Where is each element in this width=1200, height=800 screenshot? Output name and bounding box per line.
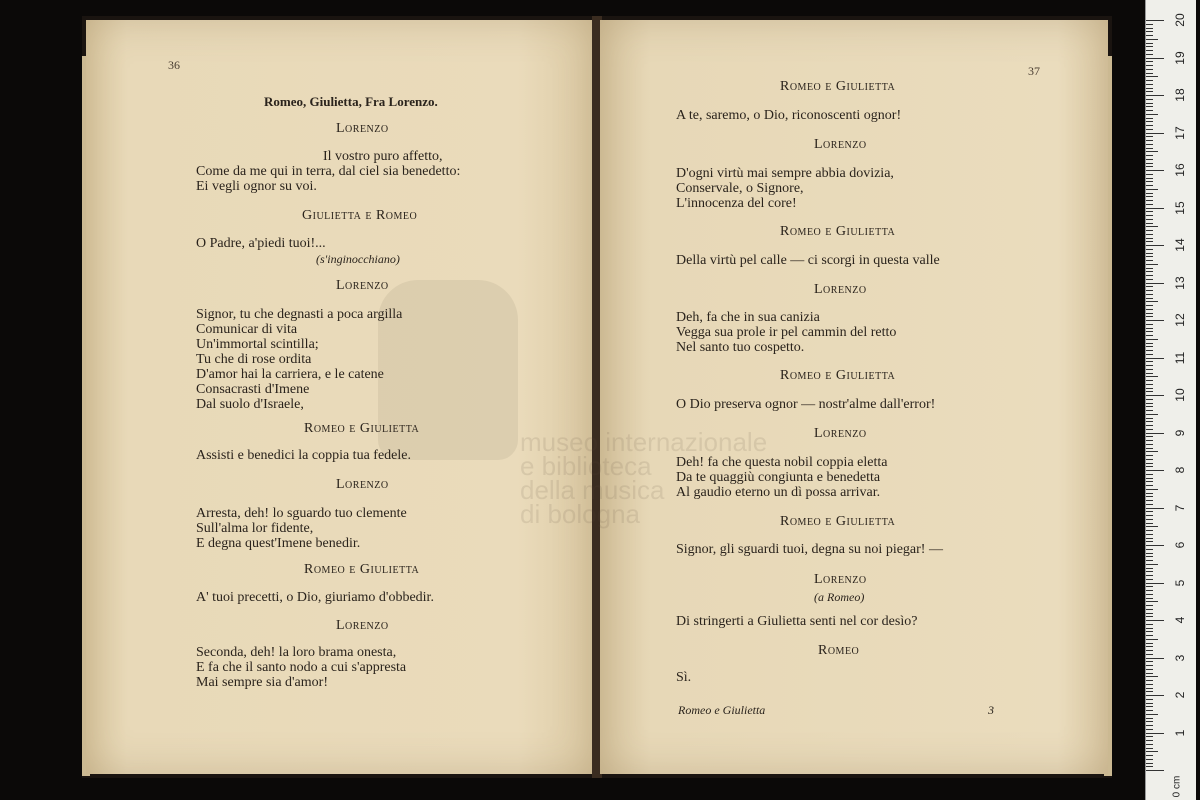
ruler-tick <box>1146 601 1158 602</box>
ruler-tick <box>1146 46 1153 47</box>
speaker: Lorenzo <box>814 572 867 587</box>
ruler-tick <box>1146 744 1153 745</box>
ruler-tick <box>1146 298 1153 299</box>
verse-line: Da te quaggiù congiunta e benedetta <box>676 470 881 485</box>
ruler-tick <box>1146 605 1153 606</box>
ruler-tick <box>1146 253 1153 254</box>
ruler-tick <box>1146 583 1164 584</box>
ruler-tick <box>1146 290 1153 291</box>
ruler-number: 2 <box>1173 691 1187 699</box>
ruler-tick <box>1146 654 1153 655</box>
ruler-tick <box>1146 395 1164 396</box>
ruler-tick <box>1146 151 1158 152</box>
speaker: Lorenzo <box>814 426 867 441</box>
ruler-tick <box>1146 703 1153 704</box>
ruler-tick <box>1146 125 1153 126</box>
ruler-tick <box>1146 106 1153 107</box>
ruler-tick <box>1146 729 1153 730</box>
ruler-tick <box>1146 373 1153 374</box>
verse-line: Sì. <box>676 670 692 685</box>
ruler-tick <box>1146 478 1153 479</box>
ruler-number: 10 <box>1173 388 1187 402</box>
ruler-tick <box>1146 241 1153 242</box>
ruler-tick <box>1146 196 1153 197</box>
ruler-tick <box>1146 579 1153 580</box>
ruler-tick <box>1146 76 1158 77</box>
ruler-number: 18 <box>1173 88 1187 102</box>
ruler-tick <box>1146 61 1153 62</box>
ruler-tick <box>1146 448 1153 449</box>
ruler-number: 1 <box>1173 729 1187 736</box>
museum-watermark-text: museo internazionale e biblioteca della musica di bologna <box>520 427 768 529</box>
verse-line: Comunicar di vita <box>196 322 298 337</box>
speaker: Lorenzo <box>336 477 389 492</box>
verse-line: Vegga sua prole ir pel cammin del retto <box>676 325 897 340</box>
verse-line: Deh, fa che in sua canizia <box>676 310 820 325</box>
ruler-tick <box>1146 324 1153 325</box>
ruler-tick <box>1146 309 1153 310</box>
verse-line: Dal suolo d'Israele, <box>196 397 304 412</box>
ruler-tick <box>1146 639 1158 640</box>
ruler-tick <box>1146 721 1153 722</box>
ruler-tick <box>1146 365 1153 366</box>
ruler-tick <box>1146 714 1158 715</box>
ruler-tick <box>1146 234 1153 235</box>
verse-line: Consacrasti d'Imene <box>196 382 310 397</box>
ruler-tick <box>1146 699 1153 700</box>
ruler-tick <box>1146 523 1153 524</box>
ruler-tick <box>1146 736 1153 737</box>
verse-line: Ei vegli ognor su voi. <box>196 179 317 194</box>
ruler-tick <box>1146 650 1153 651</box>
ruler-tick <box>1146 463 1153 464</box>
ruler-tick <box>1146 28 1153 29</box>
ruler-tick <box>1146 129 1153 130</box>
ruler-tick <box>1146 88 1153 89</box>
ruler-tick <box>1146 481 1153 482</box>
ruler-tick <box>1146 268 1153 269</box>
ruler-tick <box>1146 346 1153 347</box>
verse-line: Nel santo tuo cospetto. <box>676 340 805 355</box>
ruler-tick <box>1146 421 1153 422</box>
ruler-tick <box>1146 684 1153 685</box>
verse-line: Della virtù pel calle — ci scorgi in questa valle <box>676 253 940 268</box>
ruler-tick <box>1146 215 1153 216</box>
stage-direction: (s'inginocchiano) <box>316 252 400 266</box>
verse-line: L'innocenza del core! <box>676 196 797 211</box>
verse-line: Il vostro puro affetto, <box>323 149 443 164</box>
ruler-tick <box>1146 343 1153 344</box>
ruler-tick <box>1146 590 1153 591</box>
ruler-tick <box>1146 635 1153 636</box>
ruler-tick <box>1146 144 1153 145</box>
ruler-tick <box>1146 223 1153 224</box>
ruler-tick <box>1146 118 1153 119</box>
ruler-tick <box>1146 646 1153 647</box>
ruler-tick <box>1146 545 1164 546</box>
speaker: Romeo e Giulietta <box>304 562 420 577</box>
verse-line: Arresta, deh! lo sguardo tuo clemente <box>196 506 407 521</box>
verse-line: Come da me qui in terra, dal ciel sia benedetto: <box>196 164 461 179</box>
verse-line: D'ogni virtù mai sempre abbia dovizia, <box>676 166 894 181</box>
ruler-tick <box>1146 530 1153 531</box>
ruler-tick <box>1146 73 1153 74</box>
ruler-tick <box>1146 436 1153 437</box>
ruler-unit-label: 0 cm <box>1171 775 1183 798</box>
verse-line: A te, saremo, o Dio, riconoscenti ognor! <box>676 108 902 123</box>
speaker: Lorenzo <box>336 121 389 136</box>
ruler-tick <box>1146 136 1153 137</box>
ruler-tick <box>1146 24 1153 25</box>
ruler-tick <box>1146 181 1153 182</box>
ruler-tick <box>1146 256 1153 257</box>
ruler-tick <box>1146 466 1153 467</box>
speaker: Romeo e Giulietta <box>780 224 896 239</box>
ruler-tick <box>1146 455 1153 456</box>
ruler-tick <box>1146 65 1153 66</box>
ruler-tick <box>1146 170 1164 171</box>
ruler-tick <box>1146 418 1153 419</box>
ruler-number: 5 <box>1173 579 1187 586</box>
ruler-tick <box>1146 238 1153 239</box>
ruler-tick <box>1146 320 1164 321</box>
verse-line: Seconda, deh! la loro brama onesta, <box>196 645 397 660</box>
ruler-number: 4 <box>1173 616 1187 624</box>
ruler-tick <box>1146 163 1153 164</box>
ruler-tick <box>1146 91 1153 92</box>
ruler-number: 14 <box>1173 238 1187 252</box>
verse-line: Di stringerti a Giulietta senti nel cor desìo? <box>676 614 918 629</box>
ruler-tick <box>1146 54 1153 55</box>
ruler-tick <box>1146 166 1153 167</box>
ruler-tick <box>1146 69 1153 70</box>
ruler-tick <box>1146 470 1164 471</box>
ruler-tick <box>1146 84 1153 85</box>
ruler-tick <box>1146 425 1153 426</box>
ruler-tick <box>1146 691 1153 692</box>
ruler-tick <box>1146 733 1164 734</box>
verse-line: Al gaudio eterno un dì possa arrivar. <box>676 485 881 500</box>
ruler-tick <box>1146 740 1153 741</box>
ruler-number: 16 <box>1173 163 1187 177</box>
ruler-number: 17 <box>1173 125 1187 140</box>
ruler-tick <box>1146 560 1153 561</box>
ruler-tick <box>1146 459 1153 460</box>
ruler-tick <box>1146 526 1158 527</box>
stage-direction: (a Romeo) <box>814 590 865 604</box>
ruler-number: 6 <box>1173 541 1187 549</box>
ruler-tick <box>1146 710 1153 711</box>
ruler-tick <box>1146 556 1153 557</box>
ruler-tick <box>1146 193 1153 194</box>
ruler-tick <box>1146 20 1164 21</box>
speaker: Romeo e Giulietta <box>780 368 896 383</box>
signature-mark: 3 <box>988 703 994 717</box>
speaker: Lorenzo <box>814 137 867 152</box>
ruler-tick <box>1146 103 1153 104</box>
ruler-tick <box>1146 519 1153 520</box>
ruler-tick <box>1146 594 1153 595</box>
ruler-tick <box>1146 361 1153 362</box>
ruler-tick <box>1146 249 1153 250</box>
ruler-tick <box>1146 429 1153 430</box>
ruler-tick <box>1146 283 1164 284</box>
ruler-tick <box>1146 313 1153 314</box>
ruler-tick <box>1146 451 1158 452</box>
ruler-tick <box>1146 335 1153 336</box>
ruler-tick <box>1146 350 1153 351</box>
ruler-tick <box>1146 403 1153 404</box>
ruler-tick <box>1146 549 1153 550</box>
ruler-tick <box>1146 331 1153 332</box>
ruler-tick <box>1146 380 1153 381</box>
ruler-tick <box>1146 316 1153 317</box>
ruler-tick <box>1146 680 1153 681</box>
speaker: Lorenzo <box>336 618 389 633</box>
ruler-tick <box>1146 114 1158 115</box>
verse-line: O Padre, a'piedi tuoi!... <box>196 236 326 251</box>
ruler-tick <box>1146 500 1153 501</box>
verse-line: Signor, tu che degnasti a poca argilla <box>196 307 403 322</box>
ruler-tick <box>1146 245 1164 246</box>
ruler-tick <box>1146 204 1153 205</box>
ruler-tick <box>1146 515 1153 516</box>
ruler-tick <box>1146 211 1153 212</box>
ruler-tick <box>1146 496 1153 497</box>
ruler-tick <box>1146 399 1153 400</box>
ruler-tick <box>1146 553 1153 554</box>
ruler-tick <box>1146 271 1153 272</box>
ruler-tick <box>1146 485 1153 486</box>
ruler-tick <box>1146 155 1153 156</box>
ruler-number: 11 <box>1173 351 1187 364</box>
ruler-tick <box>1146 159 1153 160</box>
ruler-tick <box>1146 444 1153 445</box>
ruler-tick <box>1146 200 1153 201</box>
ruler-number: 19 <box>1173 50 1187 65</box>
ruler-tick <box>1146 58 1164 59</box>
verse-line: Un'immortal scintilla; <box>196 337 319 352</box>
verse-line: Signor, gli sguardi tuoi, degna su noi piegar! — <box>676 542 943 557</box>
ruler-tick <box>1146 609 1153 610</box>
ruler-tick <box>1146 286 1153 287</box>
ruler-tick <box>1146 748 1153 749</box>
ruler-tick <box>1146 369 1153 370</box>
speaker: Lorenzo <box>814 282 867 297</box>
right-page <box>600 20 1108 774</box>
verse-line: Mai sempre sia d'amor! <box>196 675 328 690</box>
ruler-tick <box>1146 534 1153 535</box>
ruler-tick <box>1146 755 1153 756</box>
ruler-number: 12 <box>1173 313 1187 327</box>
speaker: Romeo e Giulietta <box>780 79 896 94</box>
ruler-number: 8 <box>1173 466 1187 474</box>
ruler-tick <box>1146 598 1153 599</box>
speaker: Romeo e Giulietta <box>304 421 420 436</box>
ruler-tick <box>1146 575 1153 576</box>
speaker: Lorenzo <box>336 278 389 293</box>
ruler-tick <box>1146 474 1153 475</box>
ruler-tick <box>1146 376 1158 377</box>
left-page-number: 36 <box>168 58 180 72</box>
ruler-tick <box>1146 388 1153 389</box>
ruler-number: 13 <box>1173 275 1187 290</box>
verse-line: D'amor hai la carriera, e le catene <box>196 367 384 382</box>
verse-line: E fa che il santo nodo a cui s'appresta <box>196 660 407 675</box>
ruler-tick <box>1146 616 1153 617</box>
ruler-tick <box>1146 440 1153 441</box>
ruler-tick <box>1146 766 1153 767</box>
ruler-tick <box>1146 95 1164 96</box>
ruler-tick <box>1146 725 1153 726</box>
ruler-tick <box>1146 185 1153 186</box>
ruler-tick <box>1146 571 1153 572</box>
ruler-tick <box>1146 279 1153 280</box>
ruler-tick <box>1146 493 1153 494</box>
ruler-tick <box>1146 174 1153 175</box>
ruler-tick <box>1146 39 1158 40</box>
ruler-tick <box>1146 140 1153 141</box>
ruler-tick <box>1146 669 1153 670</box>
ruler-tick <box>1146 504 1153 505</box>
verse-line: Conservale, o Signore, <box>676 181 804 196</box>
ruler-tick <box>1146 665 1153 666</box>
ruler-tick <box>1146 354 1153 355</box>
ruler-tick <box>1146 208 1164 209</box>
ruler-tick <box>1146 631 1153 632</box>
ruler-tick <box>1146 759 1153 760</box>
ruler-tick <box>1146 391 1153 392</box>
ruler-tick <box>1146 770 1164 771</box>
ruler-tick <box>1146 43 1153 44</box>
ruler-number: 3 <box>1173 654 1187 661</box>
ruler-tick <box>1146 613 1153 614</box>
verse-line: Tu che di rose ordita <box>196 352 312 367</box>
ruler-tick <box>1146 260 1153 261</box>
ruler-tick <box>1146 294 1153 295</box>
ruler-tick <box>1146 751 1158 752</box>
ruler-tick <box>1146 406 1153 407</box>
verse-line: Deh! fa che questa nobil coppia eletta <box>676 455 888 470</box>
ruler-tick <box>1146 541 1153 542</box>
ruler-tick <box>1146 35 1153 36</box>
ruler-number: 20 <box>1173 13 1187 27</box>
ruler-tick <box>1146 31 1153 32</box>
ruler-tick <box>1146 564 1158 565</box>
ruler-tick <box>1146 489 1158 490</box>
speaker: Romeo e Giulietta <box>780 514 896 529</box>
ruler-tick <box>1146 695 1164 696</box>
ruler-tick <box>1146 226 1158 227</box>
ruler-tick <box>1146 433 1164 434</box>
ruler-tick <box>1146 676 1158 677</box>
verse-line: Sull'alma lor fidente, <box>196 521 314 536</box>
speaker: Giulietta e Romeo <box>302 208 418 223</box>
ruler-tick <box>1146 264 1158 265</box>
ruler-tick <box>1146 384 1153 385</box>
ruler-tick <box>1146 358 1164 359</box>
museum-logo-watermark <box>378 280 518 460</box>
measurement-ruler <box>1145 0 1196 800</box>
ruler-tick <box>1146 511 1153 512</box>
verse-line: E degna quest'Imene benedir. <box>196 536 361 551</box>
ruler-number: 7 <box>1173 504 1187 511</box>
ruler-tick <box>1146 189 1158 190</box>
ruler-tick <box>1146 414 1158 415</box>
ruler-tick <box>1146 718 1153 719</box>
ruler-tick <box>1146 688 1153 689</box>
speaker: Romeo <box>818 643 860 658</box>
ruler-tick <box>1146 339 1158 340</box>
verse-line: O Dio preserva ognor — nostr'alme dall'error! <box>676 397 936 412</box>
ruler-tick <box>1146 80 1153 81</box>
ruler-number: 9 <box>1173 429 1187 436</box>
ruler-tick <box>1146 706 1153 707</box>
scene-heading: Romeo, Giulietta, Fra Lorenzo. <box>264 94 438 109</box>
ruler-tick <box>1146 230 1153 231</box>
verse-line: Assisti e benedici la coppia tua fedele. <box>196 448 411 463</box>
ruler-tick <box>1146 568 1153 569</box>
ruler-tick <box>1146 133 1164 134</box>
ruler-tick <box>1146 661 1153 662</box>
ruler-tick <box>1146 624 1153 625</box>
ruler-tick <box>1146 538 1153 539</box>
ruler-tick <box>1146 50 1153 51</box>
ruler-number: 15 <box>1173 200 1187 215</box>
ruler-tick <box>1146 99 1153 100</box>
ruler-tick <box>1146 301 1158 302</box>
ruler-tick <box>1146 121 1153 122</box>
ruler-tick <box>1146 178 1153 179</box>
verse-line: A' tuoi precetti, o Dio, giuriamo d'obbedir. <box>196 590 434 605</box>
ruler-tick <box>1146 275 1153 276</box>
ruler-tick <box>1146 643 1153 644</box>
ruler-tick <box>1146 658 1164 659</box>
ruler-tick <box>1146 148 1153 149</box>
ruler-tick <box>1146 305 1153 306</box>
ruler-tick <box>1146 620 1164 621</box>
ruler-tick <box>1146 110 1153 111</box>
ruler-tick <box>1146 219 1153 220</box>
ruler-tick <box>1146 328 1153 329</box>
right-page-number: 37 <box>1028 64 1040 78</box>
open-book <box>82 16 1112 778</box>
ruler-tick <box>1146 410 1153 411</box>
ruler-tick <box>1146 763 1153 764</box>
footer-title: Romeo e Giulietta <box>678 703 766 717</box>
ruler-tick <box>1146 628 1153 629</box>
ruler-tick <box>1146 673 1153 674</box>
ruler-tick <box>1146 508 1164 509</box>
ruler-tick <box>1146 586 1153 587</box>
